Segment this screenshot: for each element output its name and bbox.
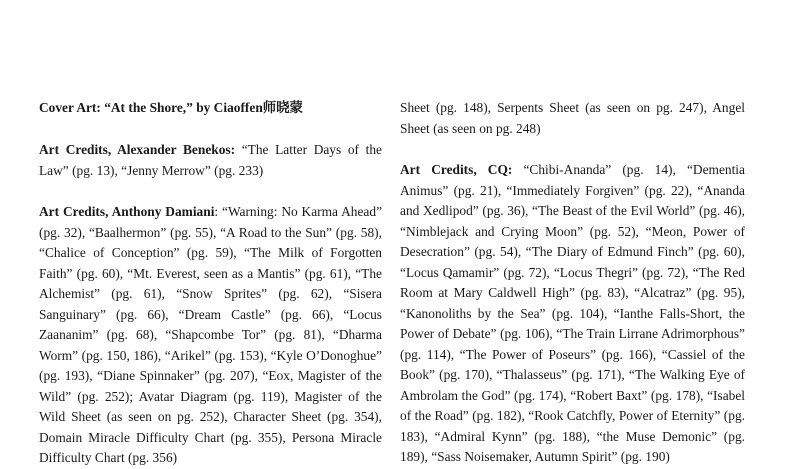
benekos-text: “The Latter Days of the Law” (pg. 13), “Jenny Merrow” (pg. 233) [39, 142, 382, 178]
damiani-heading: Art Credits, Anthony Damiani [39, 204, 215, 219]
cover-art-heading: Cover Art: “At the Shore,” by Ciaoffen师晓蒙 [39, 100, 303, 115]
continued-credit [400, 98, 745, 139]
continued-text: Sheet (pg. 148), Serpents Sheet (as seen on pg. 247), Angel Sheet (as seen on pg. 248) [400, 100, 745, 136]
cq-credit [400, 160, 745, 468]
benekos-heading: Art Credits, Alexander Benekos: [39, 142, 236, 157]
damiani-text: : “Warning: No Karma Ahead” (pg. 32), “Baalhermon” (pg. 55), “A Road to the Sun” (pg. 58), “Chalice of Conception” (pg. 59), “The Milk of Forgotten Faith” (pg. 60), “Mt. Everest, seen as a Mantis” (pg. 61), “The Alchemist” (pg. 61), “Snow Sprites” (pg. 62), “Sisera Sanguinary” (pg. 66), “Dream Castle” (pg. 66), “Locus Zaananim” (pg. 68), “Shapcombe Tor” (pg. 81), “Dharma Worm” (pg. 150, 186), “Arikel” (pg. 153), “Kyle O’Donoghue” (pg. 193), “Diane Spinnaker” (pg. 207), “Eox, Magister of the Wild” (pg. 252); Avatar Diagram (pg. 119), Magister of the Wild Sheet (as seen on pg. 252), Character Sheet (pg. 354), Domain Miracle Difficulty Chart (pg. 355), Persona Miracle Difficulty Chart (pg. 356) [39, 204, 383, 465]
cover-art-credit [39, 98, 382, 119]
cq-text: “Chibi-Ananda” (pg. 14), “Dementia Animus” (pg. 21), “Immediately Forgiven” (pg. 22), “Ananda and Xedlipod” (pg. 36), “The Beast of the Evil World” (pg. 46), “Nimblejack and Crying Moon” (pg. 52), “Meon, Power of Desecration” (pg. 54), “The Diary of Edmund Finch” (pg. 60), “Locus Qamamir” (pg. 72), “Locus Thegri” (pg. 72), “The Red Room at Mary Caldwell High” (pg. 83), “Alcatraz” (pg. 95), “Kanonoliths by the Sea” (pg. 104), “Ianthe Falls-Short, the Power of Debate” (pg. 106), “The Train Lirrane Adrimorphous” (pg. 114), “The Power of Poseurs” (pg. 166), “Cassiel of the Book” (pg. 170), “Thalasseus” (pg. 171), “The Walking Eye of Ambrolam the God” (pg. 174), “Robert Baxt” (pg. 178), “Isabel of the Road” (pg. 182), “Rook Catchfly, Power of Eternity” (pg. 183), “Admiral Kynn” (pg. 188), “the Muse Demonic” (pg. 189), “Sass Noisemaker, Autumn Spirit” (pg. 190) [400, 162, 745, 464]
cq-heading: Art Credits, CQ: [400, 162, 513, 177]
benekos-credit [39, 140, 382, 181]
damiani-credit [39, 202, 382, 469]
